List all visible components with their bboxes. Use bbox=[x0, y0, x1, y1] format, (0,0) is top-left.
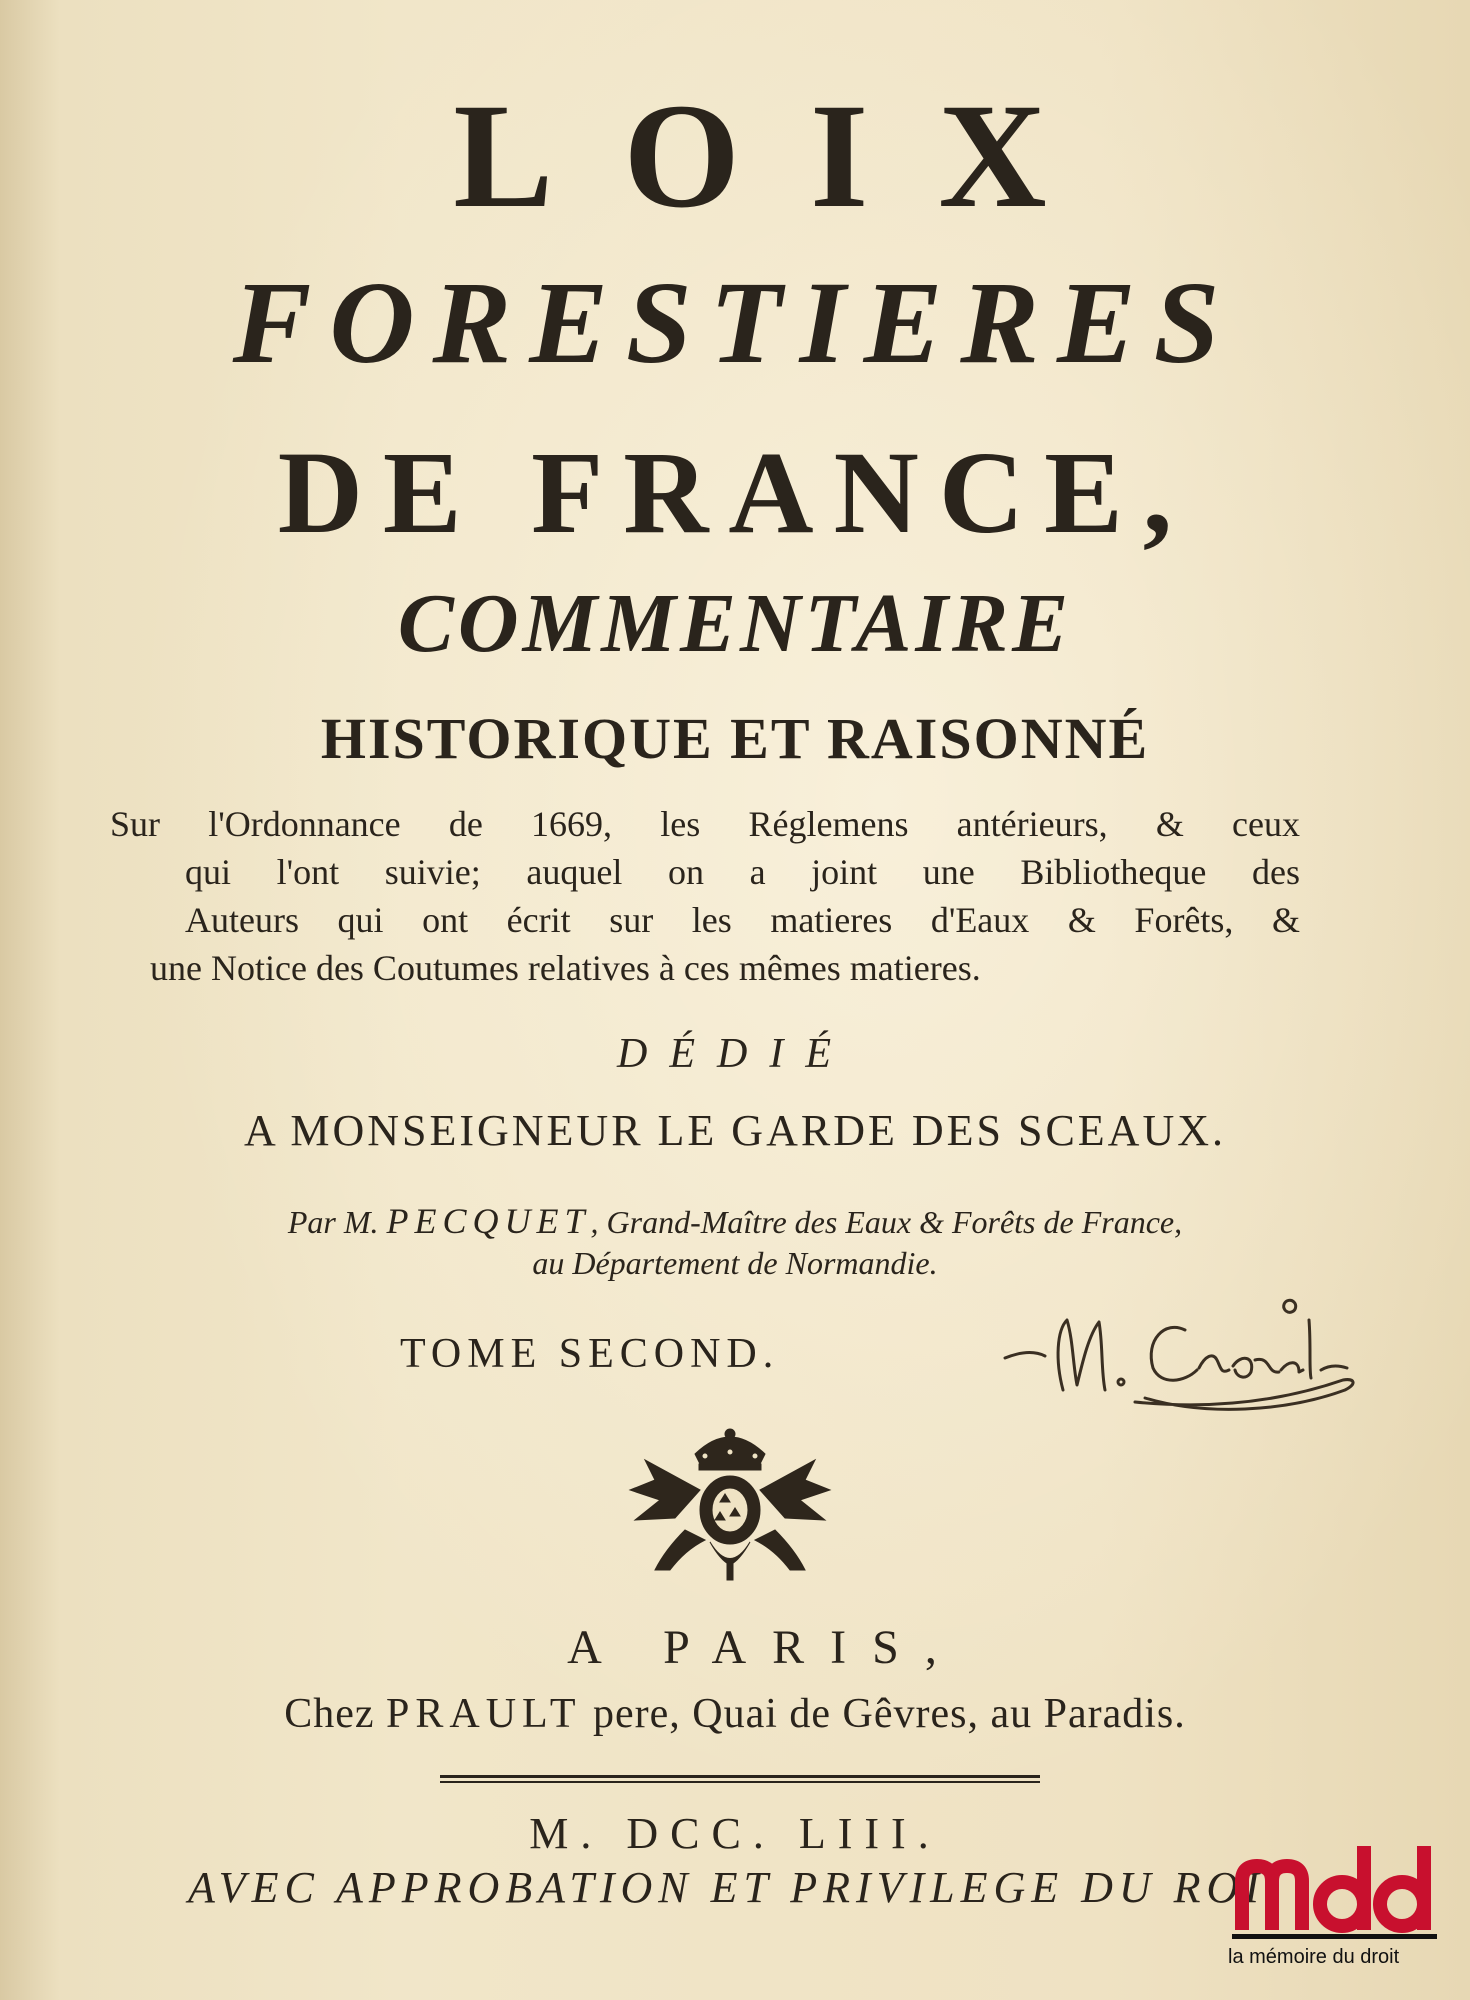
author-title: , Grand-Maître des Eaux & Forêts de France, bbox=[590, 1204, 1183, 1240]
description-line: Auteurs qui ont écrit sur les matieres d'Eaux & Forêts, & bbox=[185, 900, 1300, 940]
double-rule-divider bbox=[440, 1775, 1040, 1783]
logo-underline bbox=[1232, 1934, 1437, 1939]
title-loix: LOIX bbox=[453, 73, 1117, 239]
publisher-suffix: pere, Quai de Gêvres, au Paradis. bbox=[581, 1691, 1186, 1737]
author-prefix: Par M. bbox=[287, 1204, 387, 1240]
handwritten-signature bbox=[985, 1290, 1365, 1440]
description-line: Sur l'Ordonnance de 1669, les Réglemens antérieurs, & ceux bbox=[110, 804, 1300, 844]
author-line bbox=[0, 1200, 1470, 1242]
title-forestieres: FORESTIERES bbox=[232, 257, 1238, 388]
title-commentaire: COMMENTAIRE bbox=[397, 577, 1073, 670]
description-paragraph bbox=[110, 800, 1300, 992]
author-name: PECQUET bbox=[386, 1201, 591, 1241]
title-historique: HISTORIQUE ET RAISONNÉ bbox=[320, 706, 1150, 771]
mdd-logo-mark-icon bbox=[1232, 1826, 1442, 1936]
description-line: une Notice des Coutumes relatives à ces mêmes matieres. bbox=[150, 948, 981, 988]
royal-arms-vignette-icon bbox=[615, 1420, 845, 1585]
author-department: au Département de Normandie. bbox=[532, 1245, 938, 1281]
publisher-name: PRAULT bbox=[386, 1691, 582, 1737]
imprint-city: A PARIS, bbox=[567, 1621, 963, 1674]
dedication-dedie: DÉDIÉ bbox=[617, 1031, 853, 1077]
mdd-logo bbox=[1222, 1826, 1452, 1996]
imprint-year: M. DCC. LIII. bbox=[529, 1809, 941, 1858]
description-line: qui l'ont suivie; auquel on a joint une Bibliotheque des bbox=[185, 852, 1300, 892]
logo-tagline: la mémoire du droit bbox=[1228, 1946, 1400, 1968]
dedication-to: A MONSEIGNEUR LE GARDE DES SCEAUX. bbox=[243, 1106, 1227, 1155]
imprint-publisher bbox=[0, 1690, 1470, 1738]
title-de-france: DE FRANCE, bbox=[277, 427, 1193, 558]
volume-label: TOME SECOND. bbox=[400, 1331, 780, 1377]
imprint-privilege: AVEC APPROBATION ET PRIVILEGE DU ROI. bbox=[188, 1863, 1282, 1912]
publisher-prefix: Chez bbox=[284, 1691, 386, 1737]
